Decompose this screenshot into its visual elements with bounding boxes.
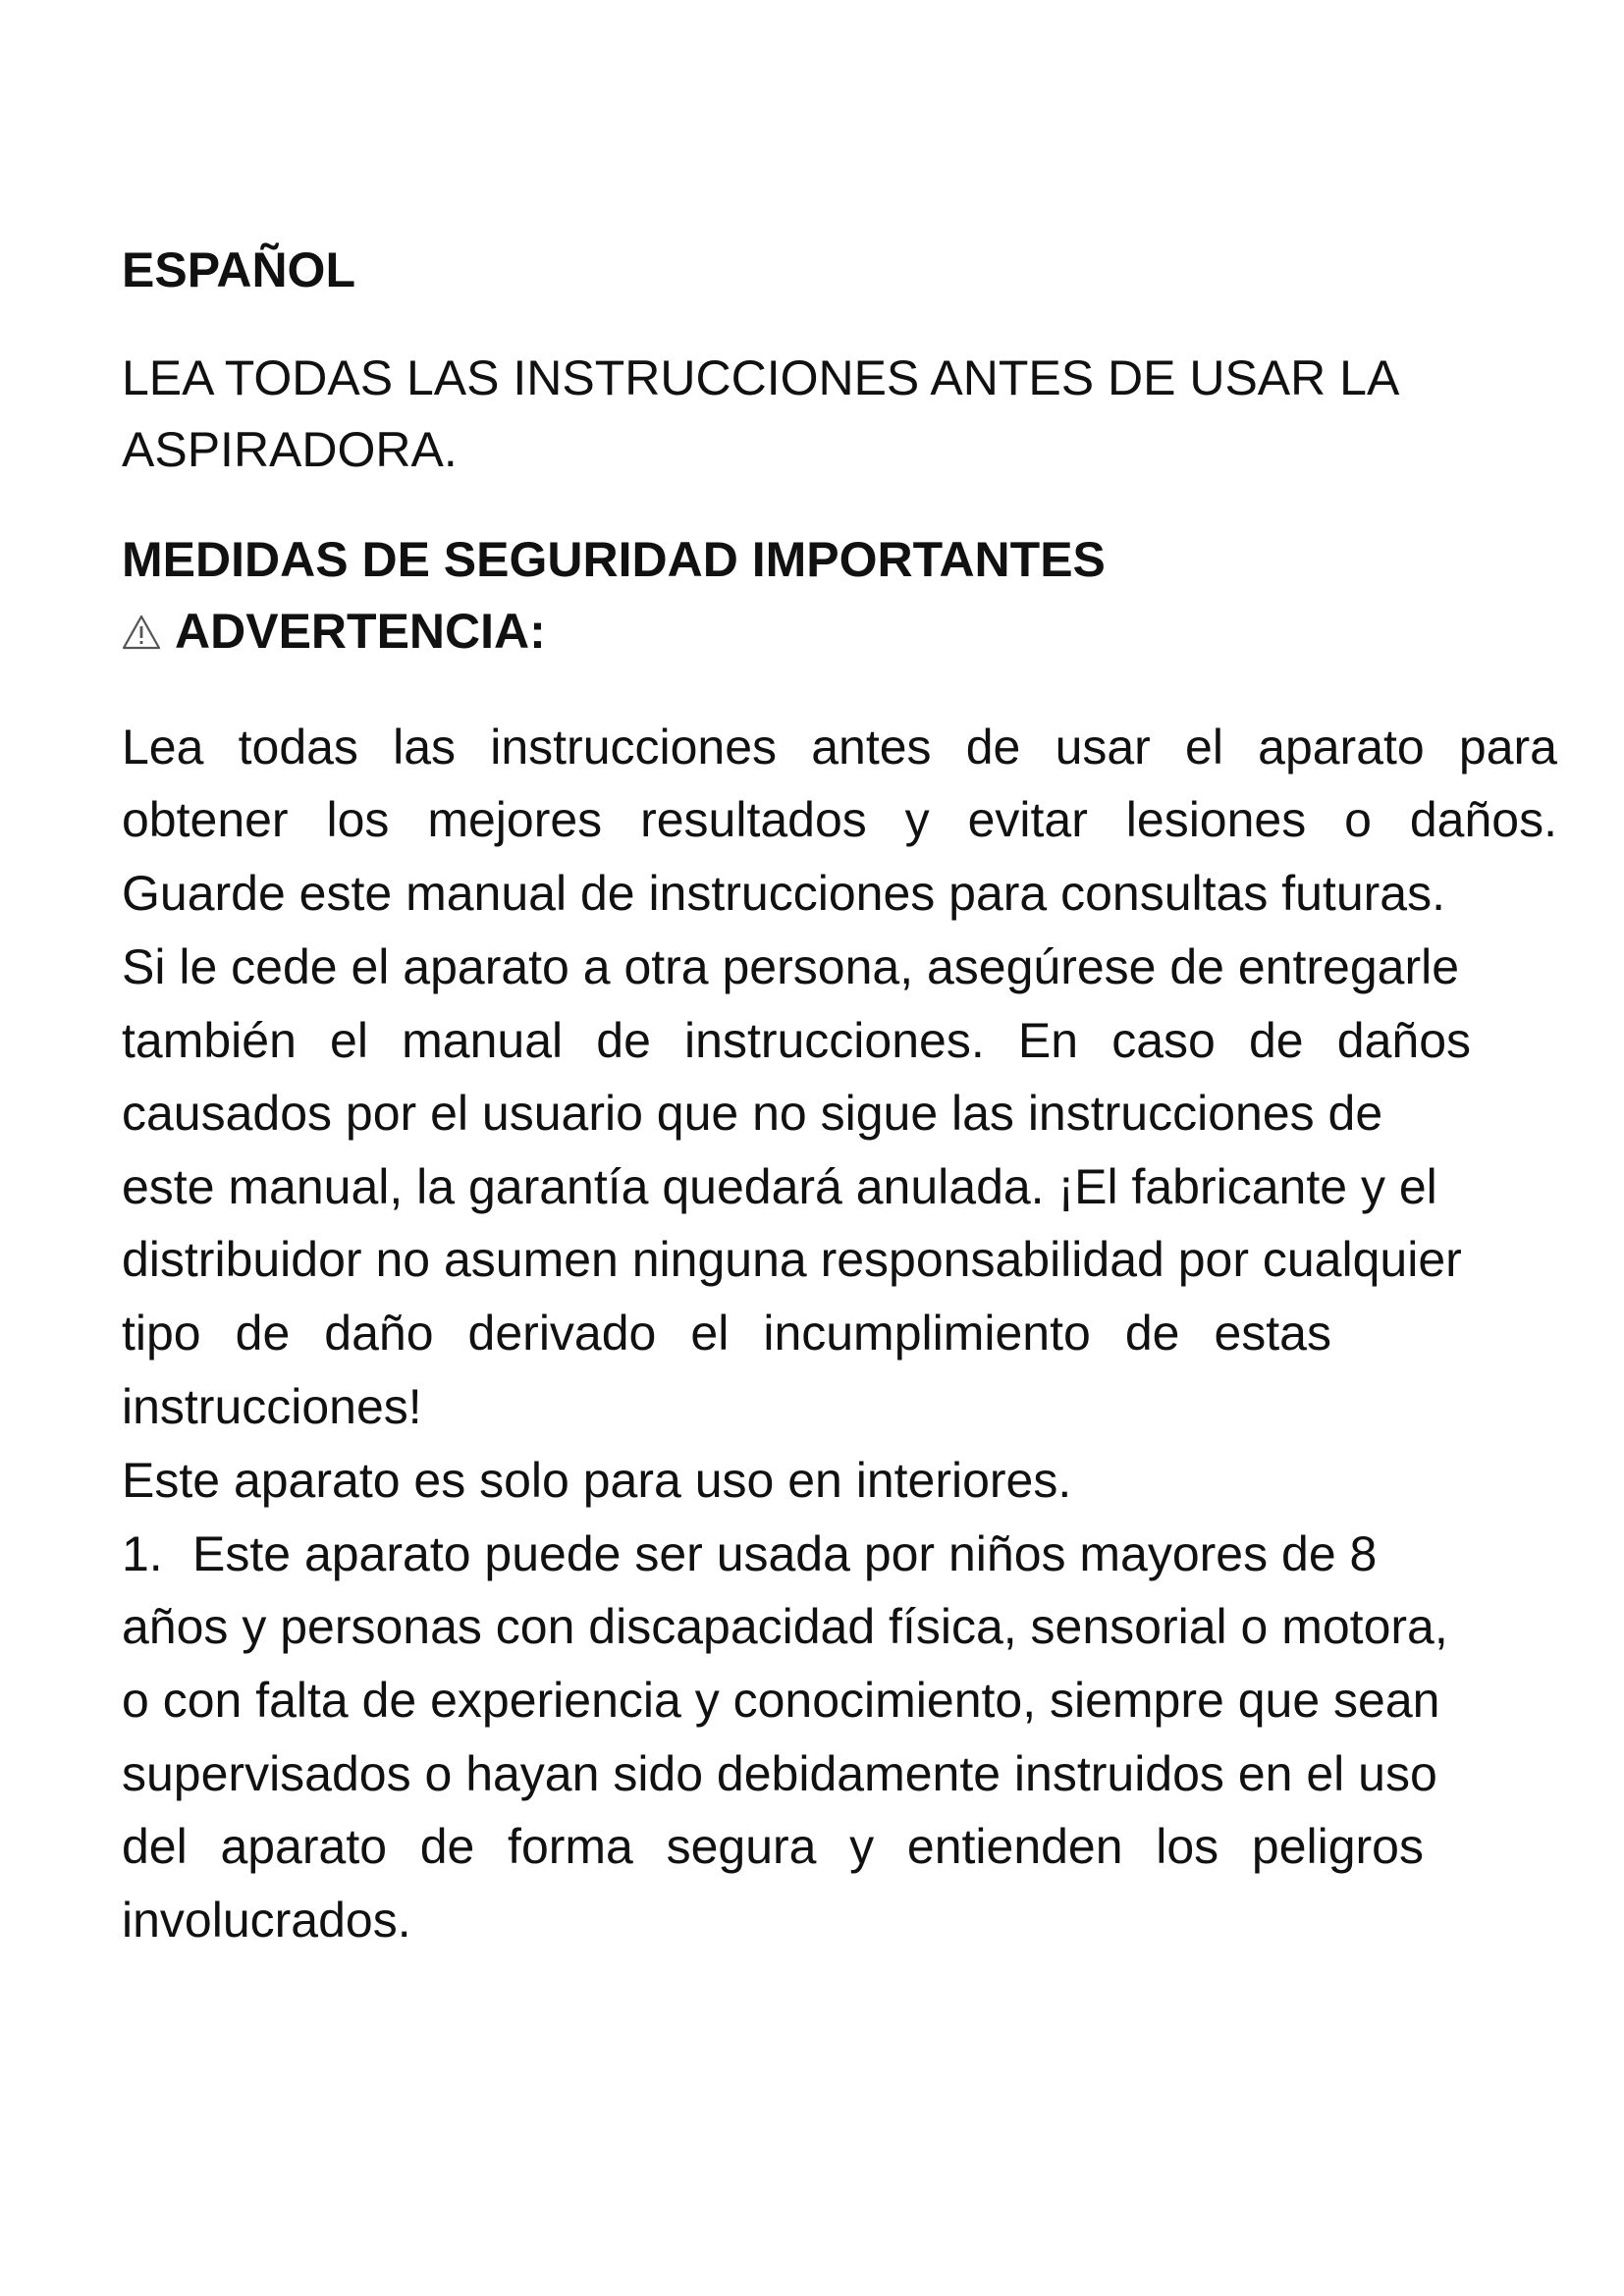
list-item-line: o con falta de experiencia y conocimiento, siempre que sean (122, 1673, 1440, 1728)
warning-text-line: también el manual de instrucciones. En caso de daños (122, 1013, 1471, 1068)
warning-text-line: Guarde este manual de instrucciones para consultas futuras. (122, 866, 1445, 921)
warning-triangle-icon (122, 604, 161, 639)
list-item-line: años y personas con discapacidad física, sensorial o motora, (122, 1599, 1448, 1654)
list-item-line: del aparato de forma segura y entienden los peligros (122, 1819, 1424, 1874)
warning-text-line: tipo de daño derivado el incumplimiento de estas (122, 1306, 1331, 1361)
list-item-line: supervisados o hayan sido debidamente instruidos en el uso (122, 1746, 1437, 1801)
list-item-line: involucrados. (122, 1893, 411, 1948)
warning-text-line: este manual, la garantía quedará anulada. ¡El fabricante y el (122, 1159, 1437, 1214)
warning-text-line: distribuidor no asumen ninguna responsabilidad por cualquier (122, 1232, 1462, 1287)
language-heading: ESPAÑOL (122, 242, 355, 297)
list-item-number: 1. (122, 1526, 163, 1581)
safety-heading: MEDIDAS DE SEGURIDAD IMPORTANTES (122, 532, 1106, 587)
warning-text-line: instrucciones! (122, 1379, 422, 1434)
list-item-1-first-line (122, 1524, 1377, 1583)
warning-text-line: Si le cede el aparato a otra persona, asegúrese de entregarle (122, 939, 1460, 994)
warning-label: ADVERTENCIA: (175, 604, 546, 659)
intro-line-2: ASPIRADORA. (122, 422, 458, 477)
warning-text-line: Lea todas las instrucciones antes de usar el aparato para (122, 720, 1557, 774)
indoor-note: Este aparato es solo para uso en interiores. (122, 1453, 1072, 1508)
intro-line-1: LEA TODAS LAS INSTRUCCIONES ANTES DE USAR LA (122, 350, 1400, 405)
warning-label-row (122, 602, 546, 661)
list-item-text: Este aparato puede ser usada por niños mayores de 8 (192, 1526, 1378, 1581)
warning-text-line: obtener los mejores resultados y evitar lesiones o daños. (122, 792, 1557, 847)
warning-text-line: causados por el usuario que no sigue las instrucciones de (122, 1086, 1383, 1141)
